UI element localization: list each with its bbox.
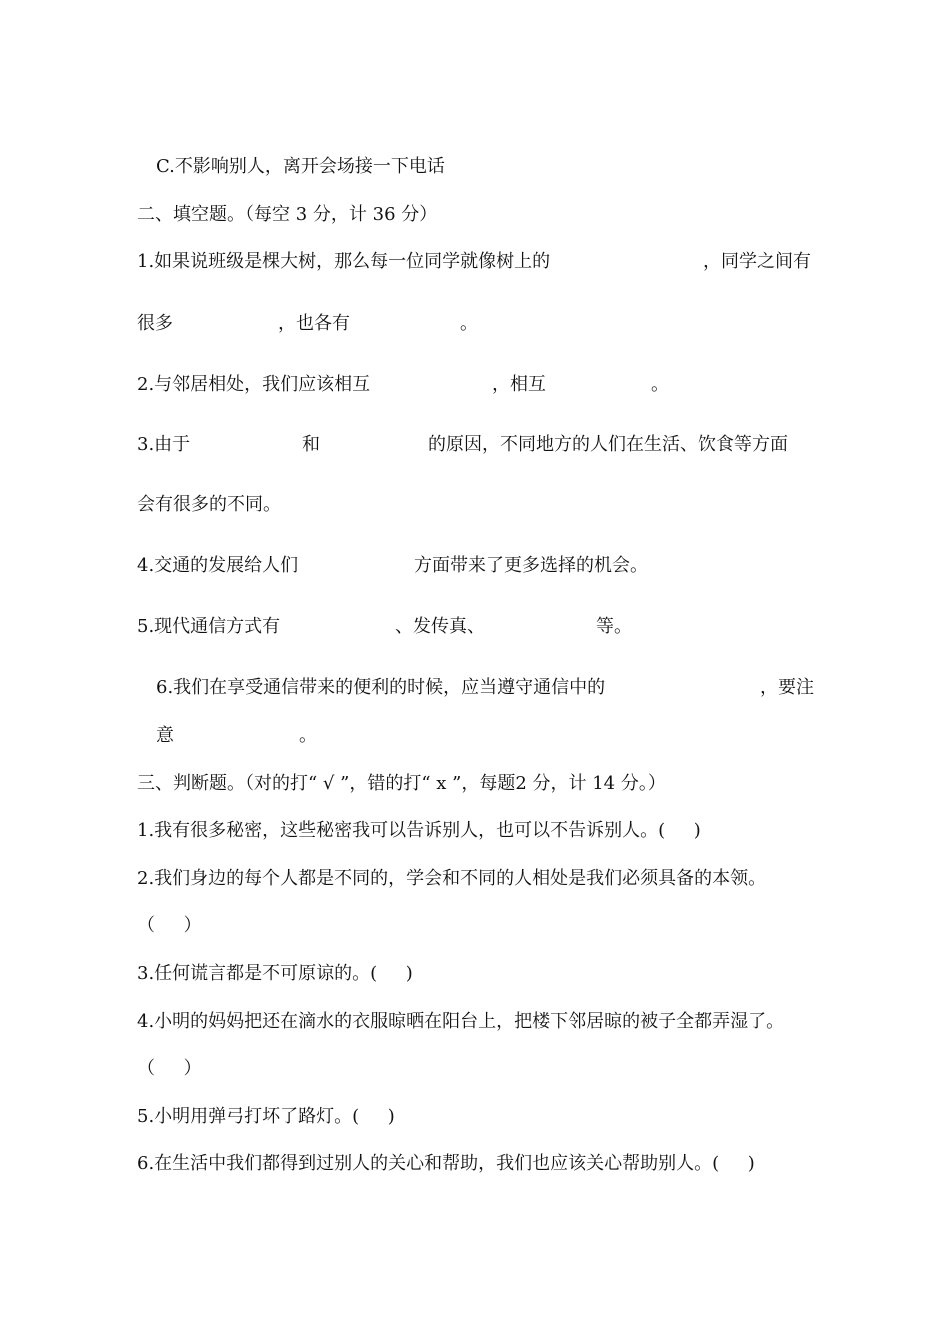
fill-q2-part-a: 2.与邻居相处，我们应该相互: [137, 374, 371, 395]
judge-q4: 4.小明的妈妈把还在滴水的衣服晾晒在阳台上，把楼下邻居晾的被子全都弄湿了。: [137, 1011, 785, 1032]
fill-q1-part-d: ，也各有: [278, 313, 350, 334]
fill-q6-part-b: ，要注: [760, 677, 814, 698]
fill-q1-part-c: 很多: [137, 313, 173, 334]
option-c-text: C.不影响别人，离开会场接一下电话: [156, 156, 445, 177]
fill-q3-part-c: 的原因，不同地方的人们在生活、饮食等方面: [428, 434, 788, 455]
judge-q4-answer: （ ）: [137, 1058, 202, 1079]
fill-q4-part-b: 方面带来了更多选择的机会。: [414, 555, 648, 576]
fill-q3-part-d: 会有很多的不同。: [137, 494, 281, 515]
fill-q2-part-c: 。: [651, 374, 669, 395]
fill-q5-part-b: 、发传真、: [395, 616, 485, 637]
section-3-heading: 三、判断题。（对的打“ √ ”，错的打“ x ”，每题2 分，计 14 分。）: [137, 773, 666, 794]
judge-q6: 6.在生活中我们都得到过别人的关心和帮助，我们也应该关心帮助别人。( ): [137, 1153, 755, 1174]
fill-q4-part-a: 4.交通的发展给人们: [137, 555, 299, 576]
judge-q5: 5.小明用弹弓打坏了路灯。( ): [137, 1106, 395, 1127]
fill-q3-part-b: 和: [302, 434, 320, 455]
fill-q6-part-d: 。: [299, 725, 317, 746]
judge-q2: 2.我们身边的每个人都是不同的，学会和不同的人相处是我们必须具备的本领。: [137, 868, 767, 889]
judge-q3: 3.任何谎言都是不可原谅的。( ): [137, 963, 413, 984]
fill-q1-part-e: 。: [460, 313, 478, 334]
fill-q1-part-a: 1.如果说班级是棵大树，那么每一位同学就像树上的: [137, 251, 551, 272]
section-2-heading: 二、填空题。（每空 3 分，计 36 分）: [137, 204, 438, 225]
fill-q5-part-a: 5.现代通信方式有: [137, 616, 281, 637]
fill-q2-part-b: ，相互: [492, 374, 546, 395]
fill-q6-part-a: 6.我们在享受通信带来的便利的时候，应当遵守通信中的: [156, 677, 606, 698]
fill-q3-part-a: 3.由于: [137, 434, 191, 455]
fill-q6-part-c: 意: [156, 725, 174, 746]
fill-q5-part-c: 等。: [596, 616, 632, 637]
fill-q1-part-b: ，同学之间有: [703, 251, 811, 272]
judge-q1: 1.我有很多秘密，这些秘密我可以告诉别人，也可以不告诉别人。( ): [137, 820, 701, 841]
judge-q2-answer: （ ）: [137, 915, 202, 936]
